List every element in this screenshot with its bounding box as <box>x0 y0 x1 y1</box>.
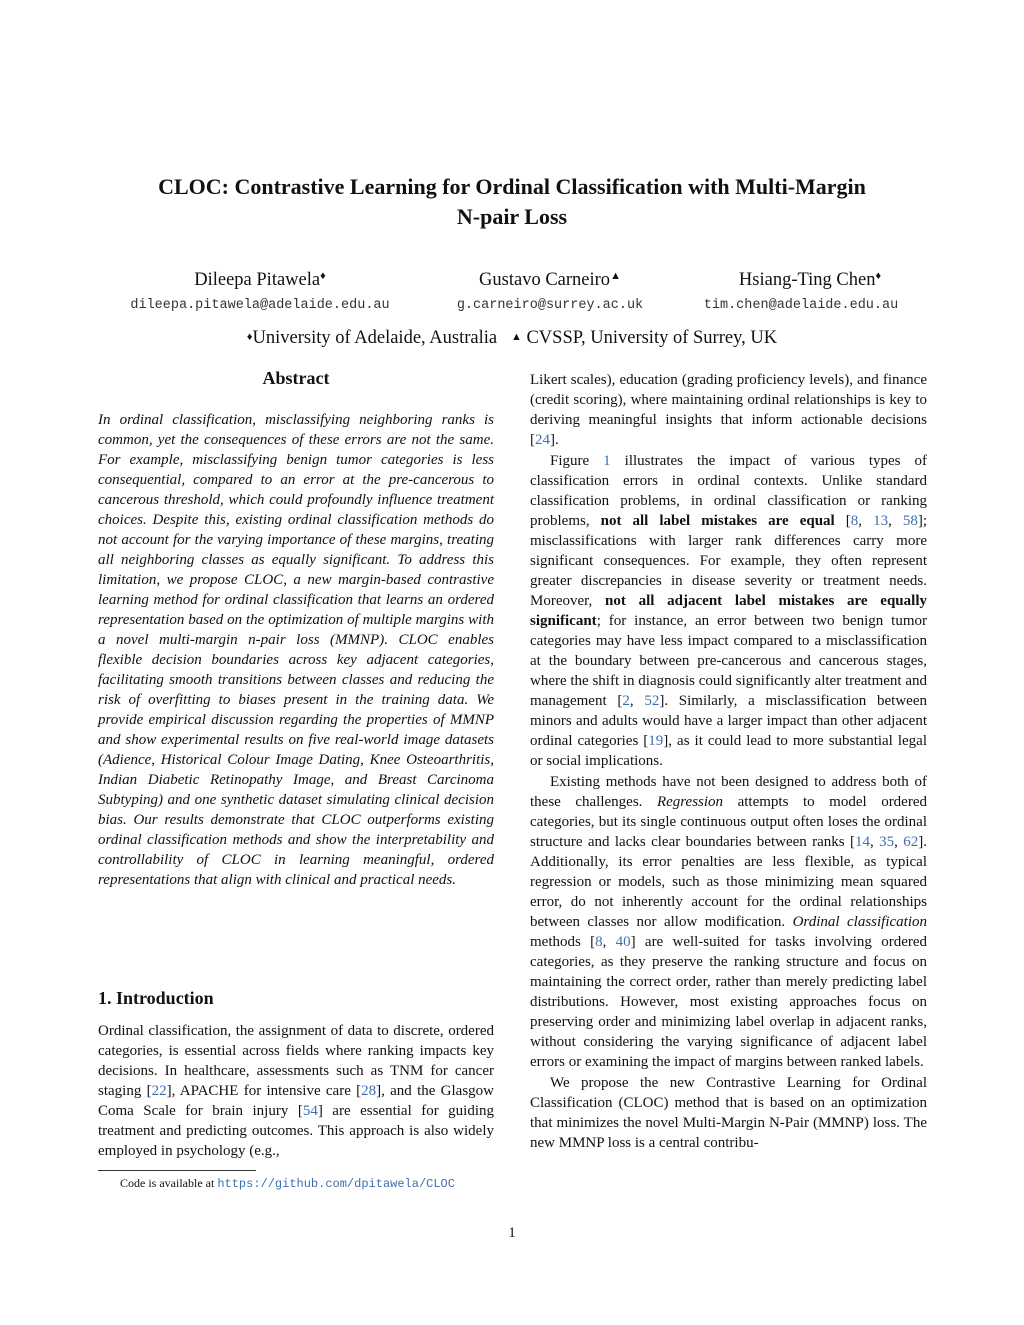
separator: , <box>894 834 904 850</box>
emphasis-italic: Regression <box>656 794 724 810</box>
code-link[interactable]: https://github.com/dpitawela/CLOC <box>217 1177 455 1191</box>
citation-link[interactable]: 22 <box>151 1083 167 1099</box>
affiliations <box>96 328 928 349</box>
text-run: Figure <box>550 453 604 469</box>
citation-link[interactable]: 14 <box>855 834 870 850</box>
figure-link[interactable]: 1 <box>603 453 611 469</box>
affiliation-mark: ♦ <box>875 270 882 282</box>
affiliation-mark: ▲ <box>610 270 621 282</box>
title-line-1: CLOC: Contrastive Learning for Ordinal Classification with Multi-Margin <box>158 174 866 199</box>
emphasis-bold: not all label mistakes are equal <box>600 513 835 529</box>
citation-link[interactable]: 54 <box>302 1103 318 1119</box>
text-run: ], as it could lead to more substantial legal or social implications. <box>530 733 928 769</box>
abstract-body <box>98 410 494 890</box>
affiliation-2: CVSSP, University of Surrey, UK <box>526 328 778 348</box>
text-run: ] are well-suited for tasks involving ordered categories, as they preserve the ranking structure and focus on maintaining the correct order, rather than merely predicting label distributions. However, most existing approaches focus on preserving order and minimizing label overlap in adjacent ranks, without considering the varying significance of adjacent label errors or examining the impact of margins between ranked labels. <box>530 934 928 1070</box>
right-paragraph-4: We propose the new Contrastive Learning for Ordinal Classification (CLOC) method that is based on an optimization that minimizes the novel Multi-Margin N-Pair (MMNP) loss. The new MMNP loss is a central contribu- <box>530 1075 927 1151</box>
title-line-2: N-pair Loss <box>456 204 568 229</box>
citation-link[interactable]: 28 <box>361 1083 377 1099</box>
text-run: ]; misclassifications with larger rank differences carry more significant consequences. For example, they often represent greater discrepancies in disease severity or treatment needs. Moreover, <box>530 513 928 609</box>
citation-link[interactable]: 40 <box>615 934 631 950</box>
author-1 <box>170 270 350 291</box>
right-paragraph-1 <box>530 370 927 450</box>
emphasis-italic: Ordinal classification <box>792 914 927 930</box>
page-number: 1 <box>508 1225 516 1241</box>
text-run: ], APACHE for intensive care [ <box>166 1083 362 1099</box>
author-name: Dileepa Pitawela <box>194 270 321 290</box>
separator: , <box>858 513 874 529</box>
text-run: [ <box>834 513 851 529</box>
separator: , <box>629 693 645 709</box>
introduction-body <box>98 1021 494 1161</box>
text-run: ; for instance, an error between two benign tumor categories may have less impact compared to a misclassification at the boundary between pre-cancerous and cancerous stages, where the shift in diagnosis could significantly alter treatment and management [ <box>530 613 927 709</box>
footnote <box>120 1176 455 1191</box>
intro-paragraph-1 <box>98 1021 494 1161</box>
citation-link[interactable]: 52 <box>644 693 660 709</box>
author-name: Hsiang-Ting Chen <box>738 270 876 290</box>
text-run: Ordinal classification, the assignment of data to discrete, ordered categories, is essential across fields where ranking impacts key decisions. In healthcare, assessments such as TNM for cancer staging [ <box>98 1023 494 1099</box>
author-3-email: tim.chen@adelaide.edu.au <box>703 298 899 313</box>
separator: , <box>602 934 616 950</box>
citation-link[interactable]: 58 <box>902 513 918 529</box>
affiliation-1: University of Adelaide, Australia <box>252 328 498 348</box>
author-name: Gustavo Carneiro <box>479 270 611 290</box>
affiliation-mark: ▲ <box>510 331 522 343</box>
abstract-text: In ordinal classification, misclassifying neighboring ranks is common, yet the consequences of these errors are not the same. For example, misclassifying benign tumor categories is less consequential, compared to an error at the pre-cancerous to cancerous threshold, which could profoundly influence treatment choices. Despite this, existing ordinal classification methods do not account for the varying importance of these margins, treating all neighboring classes as equally significant. To address this limitation, we propose CLOC, a new margin-based contrastive learning method for ordinal classification that learns an ordered representation based on the optimization of multiple margins with a novel multi-margin n-pair loss (MMNP). CLOC enables flexible decision boundaries across key adjacent categories, facilitating smooth transitions between classes and reducing the risk of overfitting to biases present in the training data. We provide empirical discussion regarding the properties of MMNP and show experimental results on five real-world image datasets (Adience, Historical Colour Image Dating, Knee Osteoarthritis, Indian Diabetic Retinopathy Image, and Breast Carcinoma Subtyping) and one synthetic dataset simulating clinical decision bias. Our results demonstrate that CLOC outperforms existing ordinal classification methods and show the interpretability and controllability of CLOC in learning meaningful, ordered representations that align with clinical and practical needs. <box>98 412 494 888</box>
author-2-email: g.carneiro@surrey.ac.uk <box>456 298 644 313</box>
author-1-email: dileepa.pitawela@adelaide.edu.au <box>130 298 390 313</box>
paper-title <box>96 172 928 232</box>
text-run: ], and the Glasgow Coma Scale for brain injury [ <box>98 1083 494 1119</box>
citation-link[interactable]: 19 <box>648 733 664 749</box>
emphasis-bold: not all adjacent label mistakes are equally significant <box>530 593 927 629</box>
citation-link[interactable]: 62 <box>903 834 919 850</box>
footnote-text: Code is available at <box>120 1176 218 1190</box>
text-run: ]. Additionally, its error penalties are less flexible, as typical regression or models, such as those minimizing mean squared error, do not inherently account for the ordinal relationships between classes nor allow modification. <box>530 834 927 930</box>
affiliation-mark: ♦ <box>246 331 253 343</box>
text-run: Existing methods have not been designed to address both of these challenges. <box>530 774 927 810</box>
right-paragraph-2 <box>530 451 927 771</box>
separator: , <box>870 834 880 850</box>
text-run: illustrates the impact of various types of classification errors in ordinal contexts. Unlike standard classification problems, in ordinal classification or ranking problems, <box>530 453 927 529</box>
citation-link[interactable]: 13 <box>873 513 889 529</box>
text-run: Likert scales), education (grading proficiency levels), and finance (credit scoring), where maintaining ordinal relationships is key to deriving meaningful insights that inform actionable decisions [ <box>530 372 927 448</box>
author-3 <box>710 270 910 291</box>
text-run: ] are essential for guiding treatment and predicting outcomes. This approach is also widely employed in psychology (e.g., <box>98 1103 495 1159</box>
introduction-heading: 1. Introduction <box>98 988 214 1008</box>
citation-link[interactable]: 8 <box>850 513 859 529</box>
text-run: attempts to model ordered categories, but its single continuous output often loses the ordinal structure and lacks clear boundaries between ranks [ <box>530 794 927 850</box>
citation-link[interactable]: 35 <box>879 834 895 850</box>
separator: , <box>888 513 903 529</box>
affiliation-mark: ♦ <box>320 270 326 282</box>
footnote-divider <box>98 1170 256 1171</box>
citation-link[interactable]: 2 <box>622 693 630 709</box>
abstract-heading: Abstract <box>262 368 330 388</box>
citation-link[interactable]: 8 <box>595 934 603 950</box>
text-run: methods [ <box>530 934 596 950</box>
author-2 <box>452 270 648 291</box>
citation-link[interactable]: 24 <box>535 432 550 448</box>
right-paragraph-3 <box>530 772 927 1072</box>
text-run: ]. <box>550 432 559 448</box>
text-run: ]. Similarly, a misclassification between minors and adults would have a larger impact than other adjacent ordinal categories [ <box>530 693 927 749</box>
right-column-body <box>530 370 927 1153</box>
